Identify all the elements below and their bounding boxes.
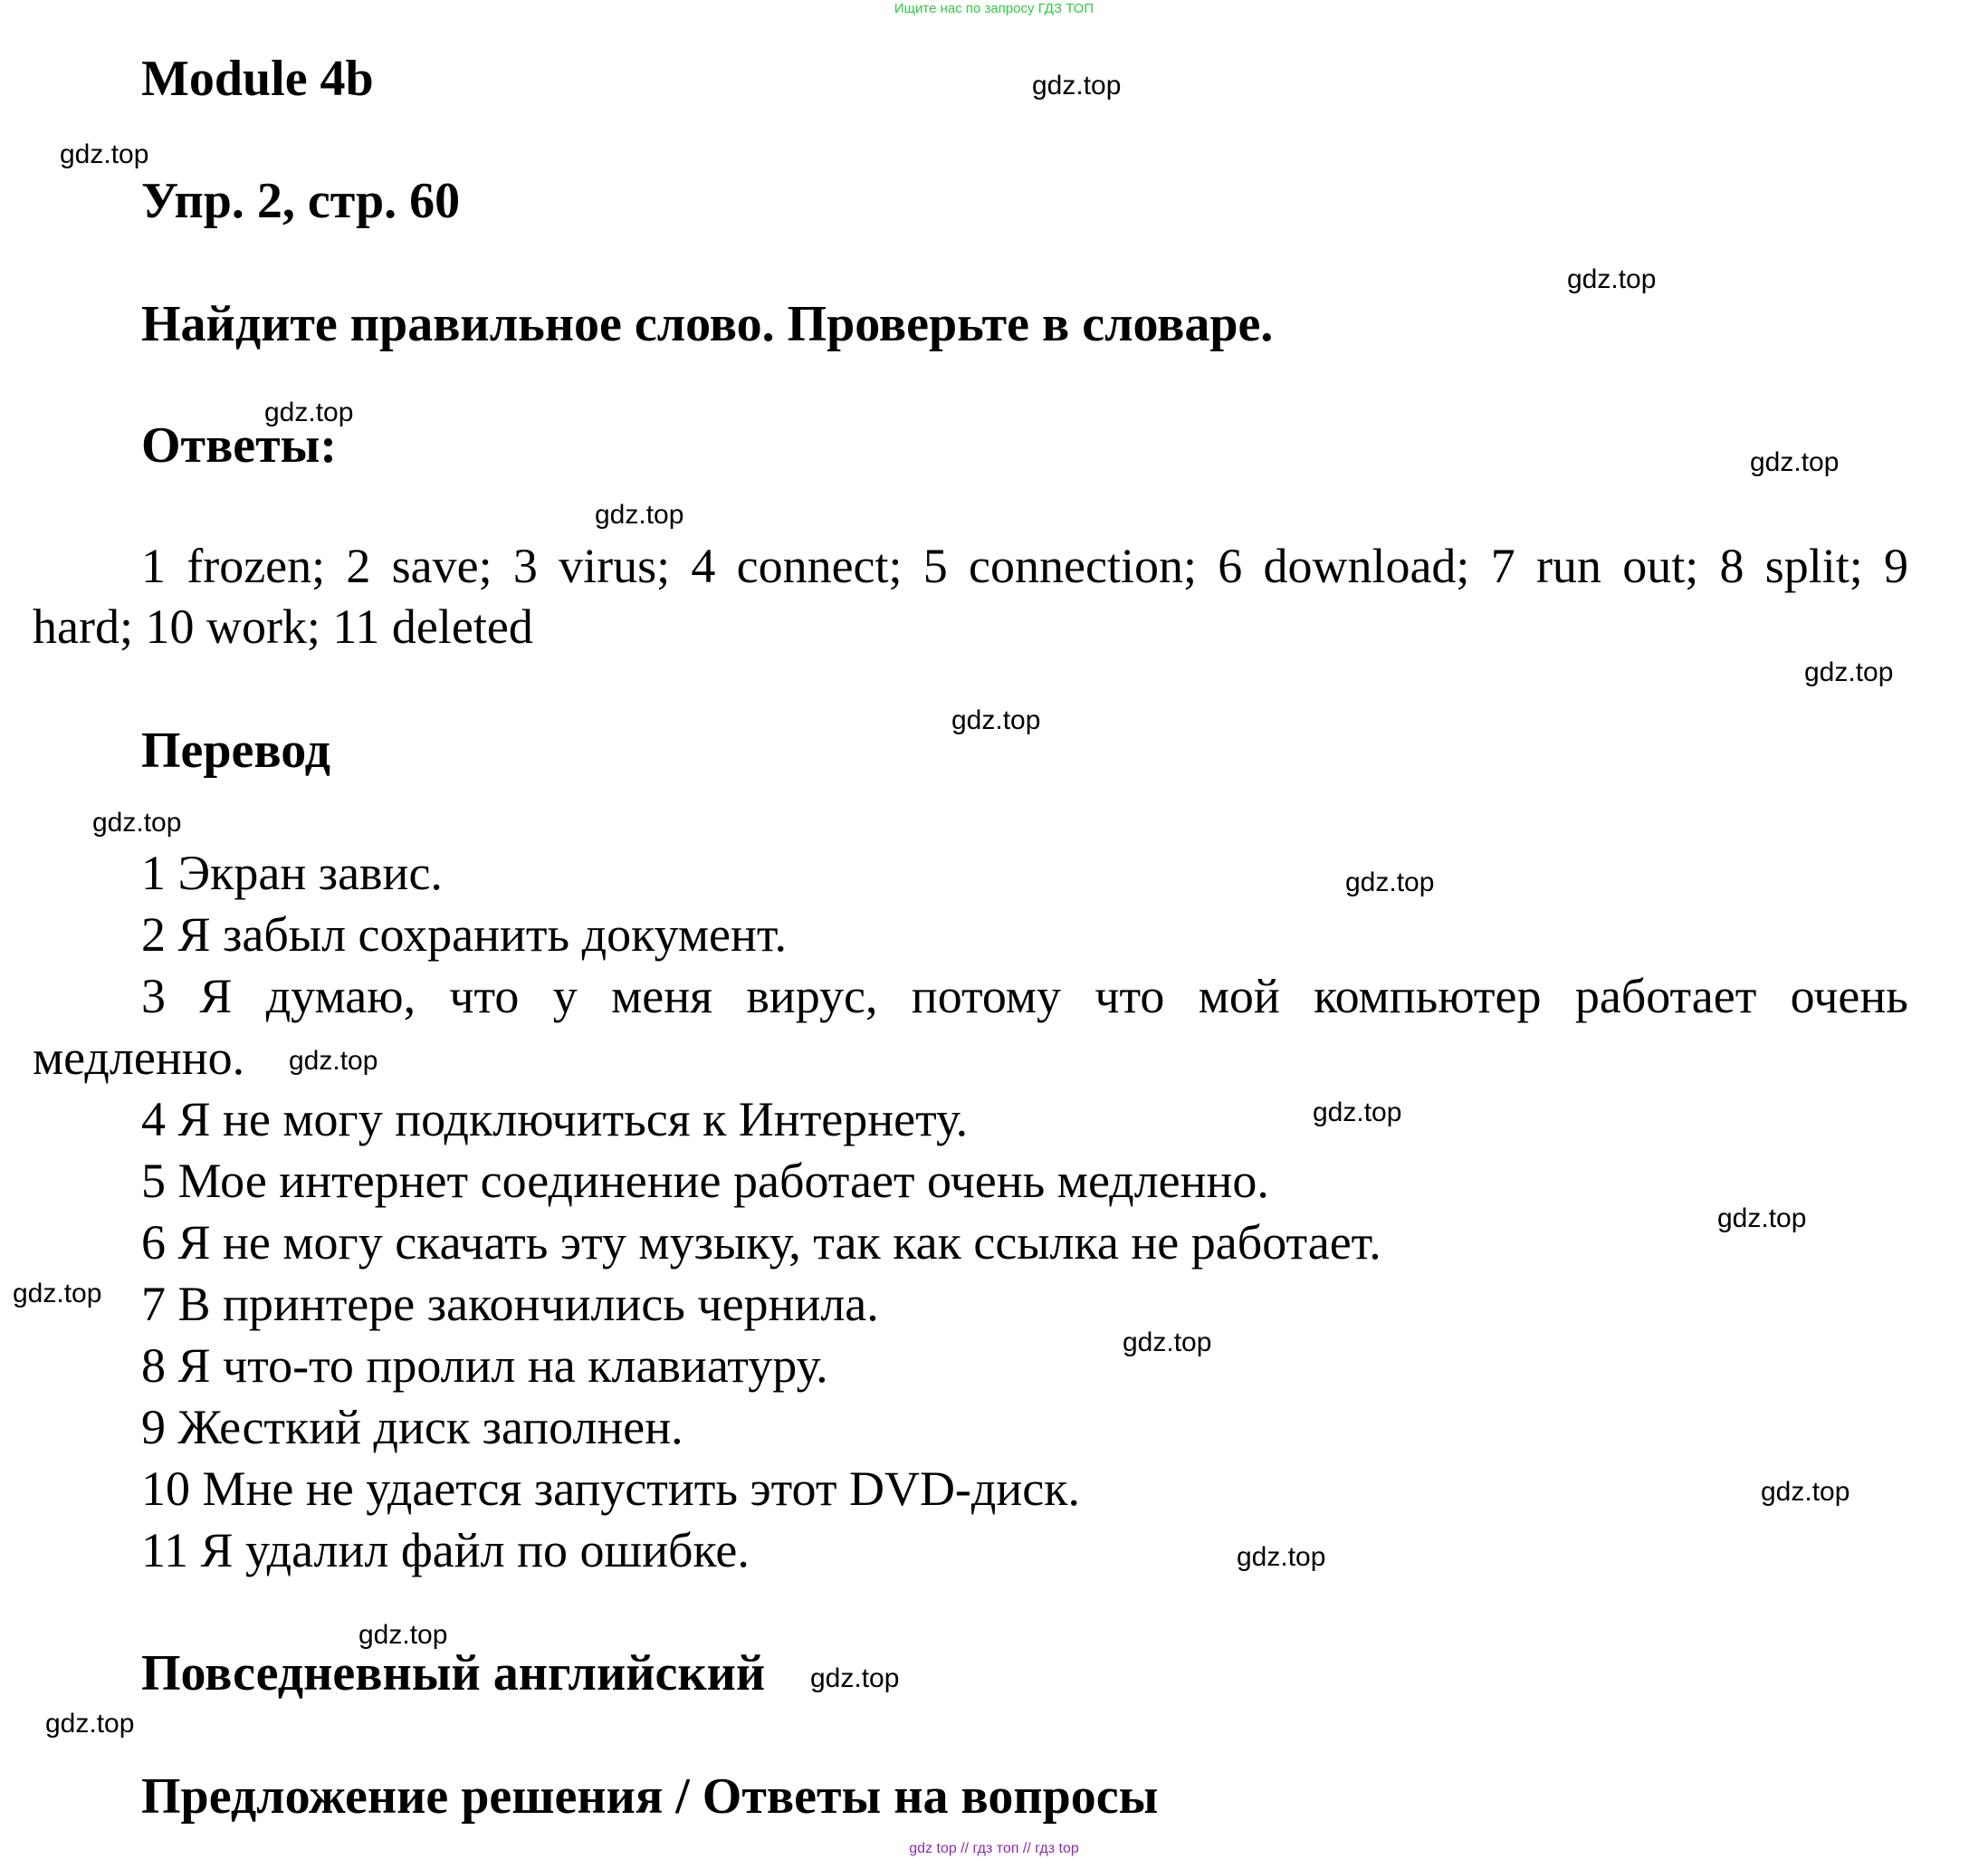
word: компьютер (1314, 969, 1542, 1023)
word: frozen; (186, 539, 326, 593)
word: мой (1198, 969, 1280, 1023)
word: работает (1574, 969, 1757, 1023)
word: save; (391, 539, 492, 593)
watermark: gdz.top (595, 500, 684, 530)
solutions-heading: Предложение решения / Ответы на вопросы (141, 1768, 1159, 1825)
watermark: gdz.top (1313, 1097, 1402, 1127)
word: split; (1764, 539, 1863, 593)
watermark: gdz.top (810, 1663, 900, 1693)
word: 8 (1719, 539, 1744, 593)
watermark: gdz.top (289, 1046, 378, 1076)
watermark: gdz.top (951, 705, 1041, 735)
answers-line-2: hard; 10 work; 11 deleted (33, 599, 533, 654)
word: что (449, 969, 520, 1023)
word: run (1535, 539, 1601, 593)
translation-sentence-5: 5 Мое интернет соединение работает очень медленно. (141, 1154, 1269, 1208)
translation-heading: Перевод (141, 723, 330, 779)
module-title: Module 4b (141, 51, 374, 107)
word: 1 (141, 539, 166, 593)
translation-sentence-3-line-1 (141, 966, 1908, 1026)
word: Я (199, 969, 233, 1023)
word: out; (1622, 539, 1699, 593)
translation-sentence-4: 4 Я не могу подключиться к Интернету. (141, 1092, 969, 1146)
translation-sentence-11: 11 Я удалил файл по ошибке. (141, 1523, 750, 1577)
word: 4 (691, 539, 716, 593)
task-text: Найдите правильное слово. Проверьте в словаре. (141, 296, 1274, 352)
watermark: gdz.top (358, 1620, 448, 1650)
answers-line-1 (141, 536, 1908, 596)
word: 3 (141, 969, 166, 1023)
word: что (1094, 969, 1165, 1023)
word: думаю, (265, 969, 416, 1023)
translation-sentence-2: 2 Я забыл сохранить документ. (141, 907, 787, 962)
watermark: gdz.top (1032, 71, 1122, 101)
watermark: gdz.top (1567, 264, 1657, 294)
word: download; (1263, 539, 1470, 593)
top-banner: Ищите нас по запросу ГДЗ ТОП (894, 1, 1094, 16)
translation-sentence-6: 6 Я не могу скачать эту музыку, так как ссылка не работает. (141, 1215, 1381, 1270)
exercise-title: Упр. 2, стр. 60 (141, 173, 461, 229)
word: 9 (1883, 539, 1908, 593)
word: вирус, (746, 969, 878, 1023)
translation-sentence-7: 7 В принтере закончились чернила. (141, 1277, 879, 1331)
watermark: gdz.top (1750, 447, 1840, 477)
translation-sentence-1: 1 Экран завис. (141, 846, 443, 900)
word: 6 (1218, 539, 1243, 593)
word: очень (1790, 969, 1908, 1023)
word: connect; (736, 539, 903, 593)
word: 2 (346, 539, 371, 593)
watermark: gdz.top (1804, 657, 1894, 687)
word: connection; (969, 539, 1197, 593)
word: потому (911, 969, 1062, 1023)
watermark: gdz.top (45, 1709, 135, 1739)
translation-sentence-3-line-2: медленно. (33, 1030, 245, 1085)
word: 3 (512, 539, 538, 593)
watermark: gdz.top (1123, 1327, 1212, 1357)
watermark: gdz.top (60, 139, 149, 169)
word: меня (611, 969, 712, 1023)
translation-sentence-10: 10 Мне не удается запустить этот DVD-диск. (141, 1461, 1080, 1516)
footer-watermark: gdz top // гдз топ // гдз top (909, 1841, 1079, 1856)
everyday-english-heading: Повседневный английский (141, 1645, 766, 1701)
word: у (552, 969, 578, 1023)
watermark: gdz.top (1345, 867, 1435, 897)
watermark: gdz.top (264, 398, 354, 427)
watermark: gdz.top (13, 1279, 102, 1308)
watermark: gdz.top (92, 808, 182, 838)
word: 5 (922, 539, 948, 593)
watermark: gdz.top (1761, 1477, 1850, 1507)
watermark: gdz.top (1717, 1203, 1807, 1233)
answers-heading: Ответы: (141, 417, 338, 474)
watermark: gdz.top (1237, 1542, 1326, 1572)
translation-sentence-9: 9 Жесткий диск заполнен. (141, 1400, 683, 1454)
translation-sentence-8: 8 Я что-то пролил на клавиатуру. (141, 1338, 828, 1393)
word: virus; (559, 539, 671, 593)
word: 7 (1490, 539, 1515, 593)
